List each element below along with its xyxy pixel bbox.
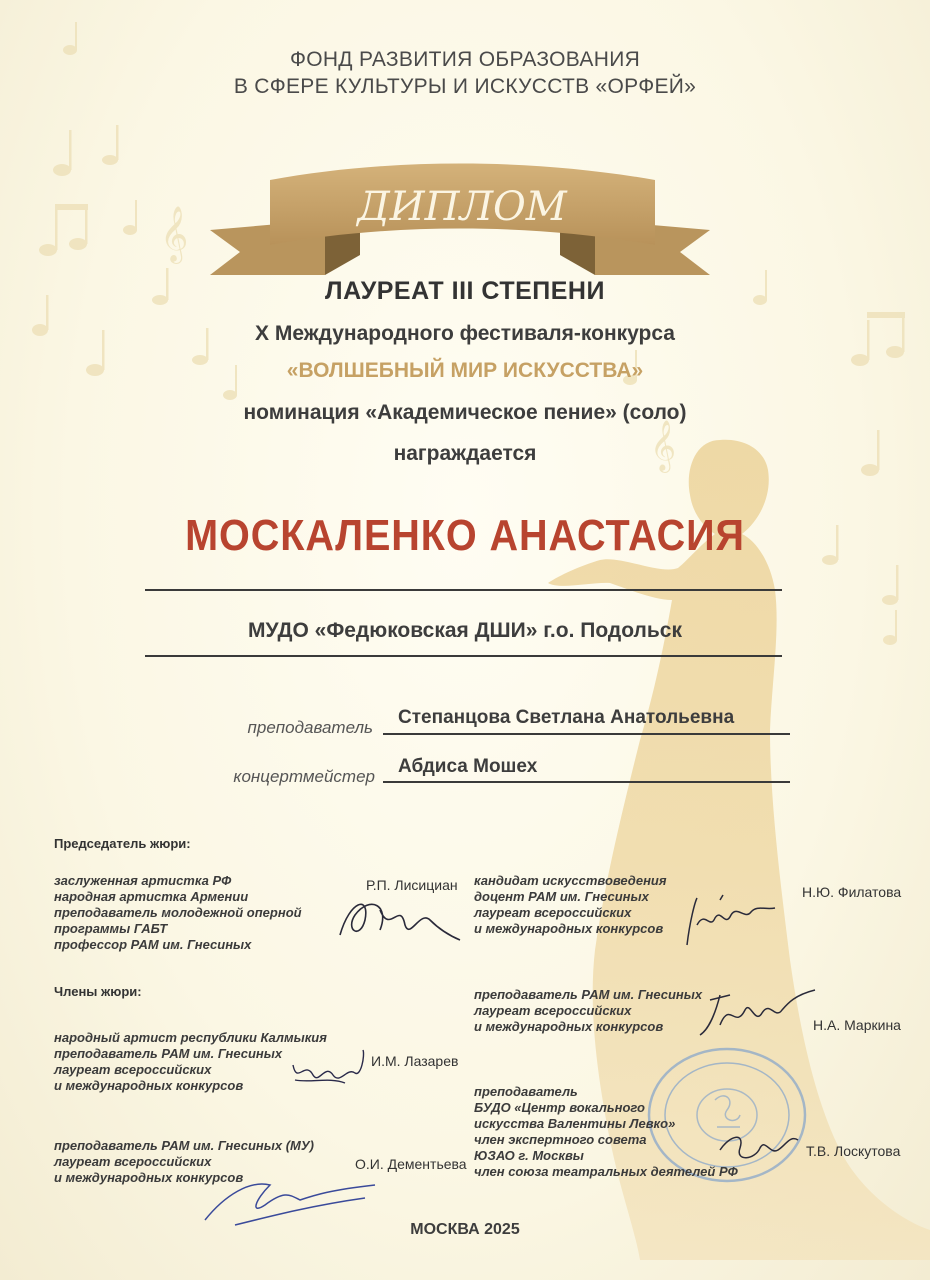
signature-icon [690, 985, 820, 1040]
nomination: номинация «Академическое пение» (соло) [243, 401, 687, 424]
signature-icon [710, 1120, 805, 1170]
credential-line: преподаватель РАМ им. Гнесиных [54, 1046, 283, 1061]
credential-line: член экспертного совета [474, 1132, 647, 1147]
organization-name [0, 46, 930, 100]
credential-line: профессор РАМ им. Гнесиных [54, 937, 252, 952]
divider [145, 589, 782, 591]
credential-line: лауреат всероссийских [54, 1062, 212, 1077]
credential-line: ЮЗАО г. Москвы [474, 1148, 584, 1163]
contest-name: «ВОЛШЕБНЫЙ МИР ИСКУССТВА» [286, 359, 644, 382]
banner-title: ДИПЛОМ [357, 184, 567, 230]
accompanist-name: Абдиса Мошех [398, 756, 538, 777]
credential-line: преподаватель РАМ им. Гнесиных (МУ) [54, 1138, 314, 1153]
svg-text:𝄞: 𝄞 [650, 420, 677, 471]
jury-member-name: Т.В. Лоскутова [806, 1143, 901, 1159]
jury-member-credentials [474, 873, 667, 937]
credential-line: преподаватель [474, 1084, 578, 1099]
credential-line: доцент РАМ им. Гнесиных [474, 889, 649, 904]
credential-line: заслуженная артистка РФ [54, 873, 232, 888]
credential-line: и международных конкурсов [54, 1170, 244, 1185]
credential-line: преподаватель РАМ им. Гнесиных [474, 987, 703, 1002]
jury-member-credentials [474, 1084, 738, 1180]
divider [145, 655, 782, 657]
credential-line: народный артист республики Калмыкия [54, 1030, 327, 1045]
divider [383, 781, 790, 783]
ribbon-banner-icon [210, 150, 710, 285]
credential-line: кандидат искусствоведения [474, 873, 667, 888]
school-name: МУДО «Федюковская ДШИ» г.о. Подольск [248, 619, 682, 642]
jury-member-name: О.И. Дементьева [355, 1156, 467, 1172]
festival-title: X Международного фестиваля-конкурса [255, 322, 675, 345]
credential-line: и международных конкурсов [474, 1019, 664, 1034]
credential-line: член союза театральных деятелей РФ [474, 1164, 738, 1179]
accompanist-role: концертмейстер [233, 767, 375, 786]
signature-icon [285, 1045, 370, 1095]
laureate-degree: ЛАУРЕАТ III СТЕПЕНИ [325, 277, 605, 305]
credential-line: программы ГАБТ [54, 921, 168, 936]
svg-text:𝄞: 𝄞 [160, 206, 189, 262]
credential-line: лауреат всероссийских [54, 1154, 212, 1169]
credential-line: и международных конкурсов [474, 921, 664, 936]
organization-line-1: ФОНД РАЗВИТИЯ ОБРАЗОВАНИЯ [289, 48, 641, 71]
jury-member-name: Н.А. Маркина [813, 1017, 901, 1033]
jury-member-name: И.М. Лазарев [371, 1053, 459, 1069]
jury-chair-name: Р.П. Лисициан [366, 877, 458, 893]
jury-member-name: Н.Ю. Филатова [802, 884, 902, 900]
city-year: МОСКВА 2025 [410, 1221, 520, 1238]
signature-icon [675, 890, 785, 950]
awarded-label: награждается [393, 442, 537, 465]
jury-chair-title: Председатель жюри: [54, 836, 191, 851]
organization-line-2: В СФЕРЕ КУЛЬТУРЫ И ИСКУССТВ «ОРФЕЙ» [233, 75, 697, 98]
signature-icon [330, 890, 470, 950]
recipient-name: МОСКАЛЕНКО АНАСТАСИЯ [185, 511, 745, 560]
credential-line: лауреат всероссийских [474, 905, 632, 920]
credential-line: лауреат всероссийских [474, 1003, 632, 1018]
teacher-role: преподаватель [247, 718, 373, 737]
divider [383, 733, 790, 735]
credential-line: и международных конкурсов [54, 1078, 244, 1093]
teacher-name: Степанцова Светлана Анатольевна [398, 707, 735, 728]
credential-line: искусства Валентины Левко» [474, 1116, 676, 1131]
jury-chair-credentials [54, 873, 302, 953]
credential-line: преподаватель молодежной оперной [54, 905, 302, 920]
credential-line: БУДО «Центр вокального [474, 1100, 645, 1115]
jury-members-title: Члены жюри: [54, 984, 142, 999]
jury-member-credentials [474, 987, 702, 1035]
credential-line: народная артистка Армении [54, 889, 249, 904]
